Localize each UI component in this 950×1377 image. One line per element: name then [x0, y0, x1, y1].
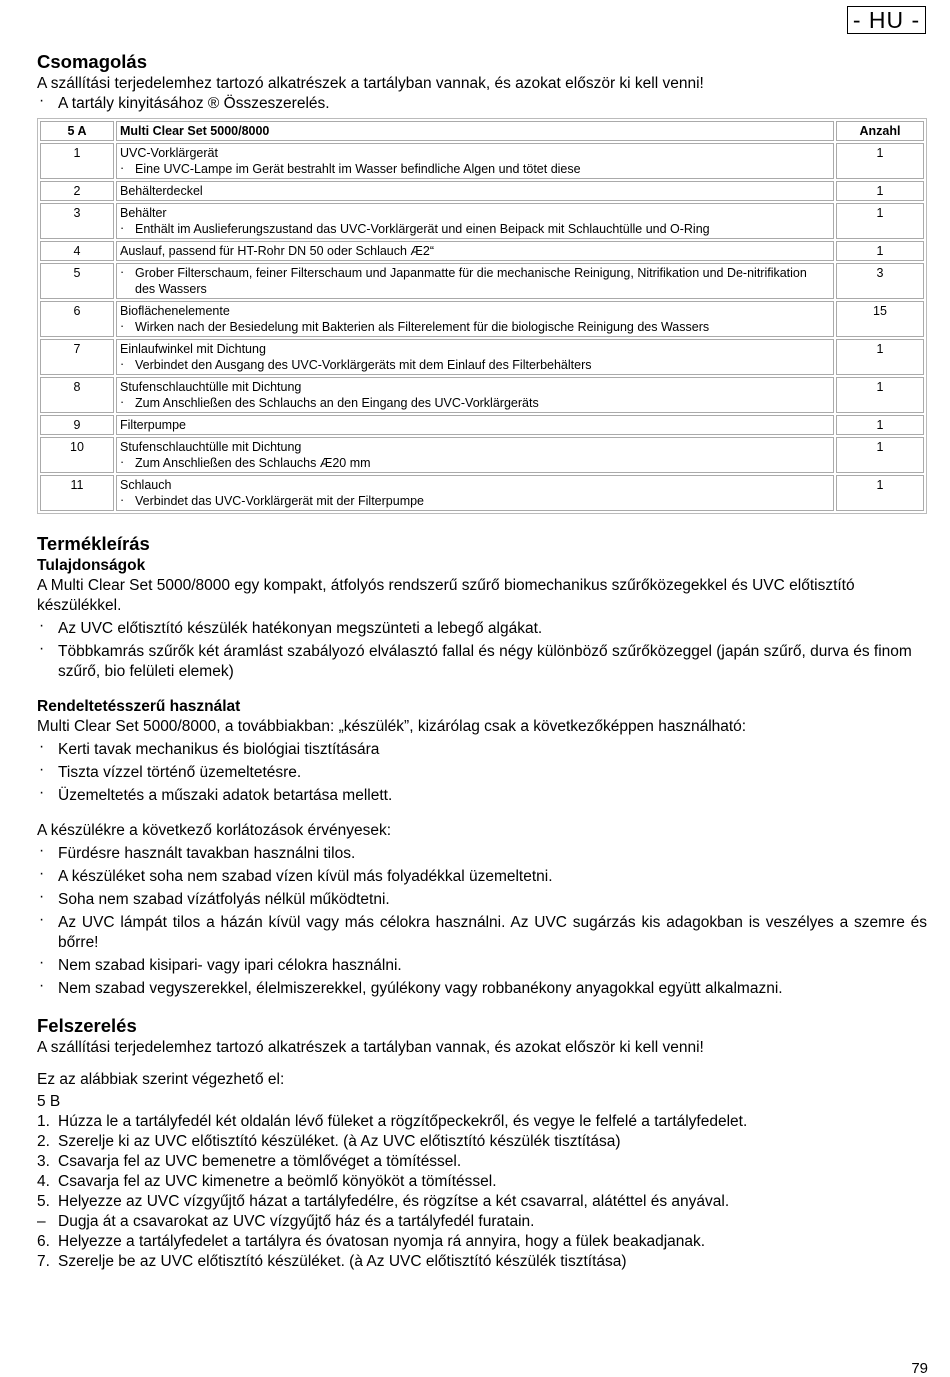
- assembly-step: [37, 1152, 927, 1172]
- part-detail-text: Verbindet das UVC-Vorklärgerät mit der Filterpumpe: [135, 494, 425, 508]
- bullet-dot: ·: [39, 865, 45, 882]
- restrictions-list: [37, 844, 927, 999]
- step-number: 4.: [37, 1173, 50, 1190]
- step-number: –: [37, 1213, 46, 1230]
- step-number: 7.: [37, 1253, 50, 1270]
- list-item-text: Üzemeltetés a műszaki adatok betartása mellett.: [58, 787, 393, 804]
- part-pos: 10: [40, 437, 114, 473]
- list-item-text: Többkamrás szűrők két áramlást szabályozó elválasztó fallal és négy különböző szűrőközeggel (japán szűrő, durva és finom szűrő, bio felületi elemek): [58, 643, 912, 680]
- assembly-step: [37, 1212, 927, 1232]
- list-item: [37, 763, 927, 783]
- list-item: [37, 890, 927, 910]
- part-detail-text: Enthält im Auslieferungszustand das UVC-Vorklärgerät und einen Beipack mit Schlauchtülle und O-Ring: [135, 222, 710, 236]
- part-detail: [120, 221, 830, 237]
- figure-ref: 5 B: [37, 1093, 61, 1110]
- table-row: [40, 377, 924, 413]
- part-description: [116, 377, 834, 413]
- part-pos: 1: [40, 143, 114, 179]
- step-text: Helyezze a tartályfedelet a tartályra és óvatosan nyomja rá annyira, hogy a fülek beakadjanak.: [58, 1233, 706, 1250]
- intended-use-list: [37, 740, 927, 806]
- step-text: Szerelje be az UVC előtisztító készüléket. (à Az UVC előtisztító készülék tisztítása): [58, 1253, 627, 1270]
- header-name: Multi Clear Set 5000/8000: [116, 121, 834, 141]
- table-row: [40, 143, 924, 179]
- list-item: [37, 740, 927, 760]
- table-row: [40, 339, 924, 375]
- step-text: Húzza le a tartályfedél két oldalán lévő füleket a rögzítőpeckekről, és vegye le felfelé a tartályfedelet.: [58, 1113, 748, 1130]
- assembly-step: [37, 1232, 927, 1252]
- list-item-text: Soha nem szabad vízátfolyás nélkül működtetni.: [58, 891, 390, 908]
- list-item-text: Nem szabad kisipari- vagy ipari célokra használni.: [58, 957, 402, 974]
- part-pos: 6: [40, 301, 114, 337]
- table-row: [40, 181, 924, 201]
- step-text: Szerelje ki az UVC előtisztító készüléket. (à Az UVC előtisztító készülék tisztítása): [58, 1133, 621, 1150]
- part-pos: 4: [40, 241, 114, 261]
- part-pos: 8: [40, 377, 114, 413]
- part-pos: 3: [40, 203, 114, 239]
- part-detail-text: Grober Filterschaum, feiner Filterschaum und Japanmatte für die mechanische Reinigung, Nitrifikation und De-nitrifikation des Wassers: [135, 266, 807, 296]
- packaging-intro: A szállítási terjedelemhez tartozó alkatrészek a tartályban vannak, és azokat először ki kell venni!: [37, 75, 704, 92]
- features-intro: A Multi Clear Set 5000/8000 egy kompakt, átfolyós rendszerű szűrő biomechanikus szűrőközegekkel és UVC előtisztító készülékkel.: [37, 577, 855, 614]
- bullet-dot: ·: [39, 640, 45, 657]
- list-item: [37, 642, 927, 682]
- part-name: Stufenschlauchtülle mit Dichtung: [120, 380, 302, 394]
- bullet-dot: ·: [120, 455, 125, 469]
- part-name: Schlauch: [120, 478, 172, 492]
- part-description: [116, 415, 834, 435]
- part-pos: 2: [40, 181, 114, 201]
- part-pos: 9: [40, 415, 114, 435]
- part-name: Behälterdeckel: [120, 184, 203, 198]
- list-item-text: Az UVC előtisztító készülék hatékonyan megszünteti a lebegő algákat.: [58, 620, 543, 637]
- product-title: Termékleírás: [37, 533, 150, 554]
- assembly-section: [37, 1014, 927, 1272]
- list-item: [37, 913, 927, 953]
- product-section: [37, 532, 927, 999]
- part-detail-text: Verbindet den Ausgang des UVC-Vorklärgeräts mit dem Einlauf des Filterbehälters: [135, 358, 592, 372]
- part-qty: 1: [836, 143, 924, 179]
- parts-table-header: [40, 121, 924, 141]
- bullet-dot: ·: [39, 954, 45, 971]
- part-qty: 1: [836, 181, 924, 201]
- assembly-steps: [37, 1112, 927, 1272]
- part-pos: 7: [40, 339, 114, 375]
- step-text: Csavarja fel az UVC kimenetre a beömlő könyököt a tömítéssel.: [58, 1173, 497, 1190]
- list-item-text: Kerti tavak mechanikus és biológiai tisztítására: [58, 741, 380, 758]
- packaging-title: Csomagolás: [37, 51, 148, 72]
- part-detail: [120, 395, 830, 411]
- assembly-step: [37, 1112, 927, 1132]
- list-item-text: Nem szabad vegyszerekkel, élelmiszerekkel, gyúlékony vagy robbanékony anyagokkal együtt alkalmazni.: [58, 980, 783, 997]
- bullet-dot: ·: [120, 221, 125, 235]
- part-description: [116, 241, 834, 261]
- assembly-step: [37, 1172, 927, 1192]
- assembly-step: [37, 1252, 927, 1272]
- part-description: [116, 203, 834, 239]
- part-qty: 1: [836, 241, 924, 261]
- part-description: [116, 263, 834, 299]
- table-row: [40, 241, 924, 261]
- step-text: Helyezze az UVC vízgyűjtő házat a tartályfedélre, és rögzítse a két csavarral, alátéttel és anyával.: [58, 1193, 730, 1210]
- part-qty: 1: [836, 415, 924, 435]
- intended-use-intro: Multi Clear Set 5000/8000, a továbbiakban: „készülék”, kizárólag csak a következőképpen használható:: [37, 718, 747, 735]
- list-item: [37, 979, 927, 999]
- part-pos: 5: [40, 263, 114, 299]
- bullet-dot: ·: [39, 842, 45, 859]
- part-detail: [120, 319, 830, 335]
- bullet-dot: ·: [39, 784, 45, 801]
- features-title: Tulajdonságok: [37, 557, 146, 574]
- part-detail: [120, 265, 830, 297]
- part-description: [116, 181, 834, 201]
- bullet-dot: ·: [39, 977, 45, 994]
- part-detail: [120, 493, 830, 509]
- intended-use-title: Rendeltetésszerű használat: [37, 698, 241, 715]
- part-description: [116, 475, 834, 511]
- assembly-step: [37, 1132, 927, 1152]
- part-description: [116, 339, 834, 375]
- table-row: [40, 415, 924, 435]
- part-name: Bioflächenelemente: [120, 304, 230, 318]
- list-item: [37, 956, 927, 976]
- step-number: 5.: [37, 1193, 50, 1210]
- part-pos: 11: [40, 475, 114, 511]
- bullet-text: A tartály kinyitásához ® Összeszerelés.: [58, 95, 330, 112]
- bullet-dot: ·: [39, 911, 45, 928]
- part-detail-text: Wirken nach der Besiedelung mit Bakterien als Filterelement für die biologische Reinigung des Wassers: [135, 320, 710, 334]
- header-pos: 5 A: [40, 121, 114, 141]
- bullet-dot: ·: [39, 761, 45, 778]
- part-description: [116, 437, 834, 473]
- part-detail-text: Eine UVC-Lampe im Gerät bestrahlt im Wasser befindliche Algen und tötet diese: [135, 162, 581, 176]
- features-list: [37, 619, 927, 682]
- assembly-how: Ez az alábbiak szerint végezhető el:: [37, 1071, 285, 1088]
- bullet-dot: ·: [120, 493, 125, 507]
- assembly-step: [37, 1192, 927, 1212]
- assembly-title: Felszerelés: [37, 1015, 137, 1036]
- page-number: 79: [911, 1360, 928, 1377]
- part-description: [116, 301, 834, 337]
- bullet-dot: ·: [39, 738, 45, 755]
- part-description: [116, 143, 834, 179]
- assembly-intro: A szállítási terjedelemhez tartozó alkatrészek a tartályban vannak, és azokat először ki kell venni!: [37, 1039, 704, 1056]
- part-qty: 1: [836, 339, 924, 375]
- list-item: [37, 619, 927, 639]
- part-name: Einlaufwinkel mit Dichtung: [120, 342, 266, 356]
- part-qty: 1: [836, 475, 924, 511]
- list-item: [37, 844, 927, 864]
- part-name: UVC-Vorklärgerät: [120, 146, 218, 160]
- part-name: Behälter: [120, 206, 167, 220]
- part-detail: [120, 455, 830, 471]
- bullet-dot: ·: [120, 357, 125, 371]
- table-row: [40, 263, 924, 299]
- list-item-text: Az UVC lámpát tilos a házán kívül vagy más célokra használni. Az UVC sugárzás kis adagokban is veszélyes a szemre és bőrre!: [58, 914, 927, 951]
- bullet-dot: ·: [120, 395, 125, 409]
- restrictions-intro: A készülékre a következő korlátozások érvényesek:: [37, 822, 392, 839]
- step-number: 1.: [37, 1113, 50, 1130]
- language-badge: - HU -: [847, 6, 926, 34]
- bullet-dot: ·: [39, 617, 45, 634]
- part-detail: [120, 357, 830, 373]
- part-qty: 3: [836, 263, 924, 299]
- packaging-bullet: [37, 94, 927, 114]
- part-qty: 1: [836, 203, 924, 239]
- part-qty: 1: [836, 377, 924, 413]
- step-number: 2.: [37, 1133, 50, 1150]
- table-row: [40, 437, 924, 473]
- bullet-dot: ·: [120, 161, 125, 175]
- list-item: [37, 867, 927, 887]
- part-detail-text: Zum Anschließen des Schlauchs an den Eingang des UVC-Vorklärgeräts: [135, 396, 539, 410]
- parts-table: [37, 118, 927, 514]
- bullet-dot: ·: [120, 319, 125, 333]
- header-qty: Anzahl: [836, 121, 924, 141]
- list-item-text: Fürdésre használt tavakban használni tilos.: [58, 845, 356, 862]
- table-row: [40, 203, 924, 239]
- part-name: Stufenschlauchtülle mit Dichtung: [120, 440, 302, 454]
- list-item-text: A készüléket soha nem szabad vízen kívül más folyadékkal üzemeltetni.: [58, 868, 553, 885]
- bullet-dot: ·: [39, 888, 45, 905]
- part-qty: 1: [836, 437, 924, 473]
- document-body: [37, 50, 927, 1272]
- packaging-section: [37, 50, 927, 514]
- step-number: 3.: [37, 1153, 50, 1170]
- table-row: [40, 301, 924, 337]
- part-detail-text: Zum Anschließen des Schlauchs Æ20 mm: [135, 456, 371, 470]
- bullet-dot: ·: [39, 92, 45, 109]
- bullet-dot: ·: [120, 265, 125, 279]
- part-name: Auslauf, passend für HT-Rohr DN 50 oder Schlauch Æ2“: [120, 244, 435, 258]
- part-name: Filterpumpe: [120, 418, 186, 432]
- step-text: Dugja át a csavarokat az UVC vízgyűjtő ház és a tartályfedél furatain.: [58, 1213, 535, 1230]
- part-qty: 15: [836, 301, 924, 337]
- step-number: 6.: [37, 1233, 50, 1250]
- table-row: [40, 475, 924, 511]
- part-detail: [120, 161, 830, 177]
- step-text: Csavarja fel az UVC bemenetre a tömlővéget a tömítéssel.: [58, 1153, 462, 1170]
- list-item-text: Tiszta vízzel történő üzemeltetésre.: [58, 764, 302, 781]
- list-item: [37, 786, 927, 806]
